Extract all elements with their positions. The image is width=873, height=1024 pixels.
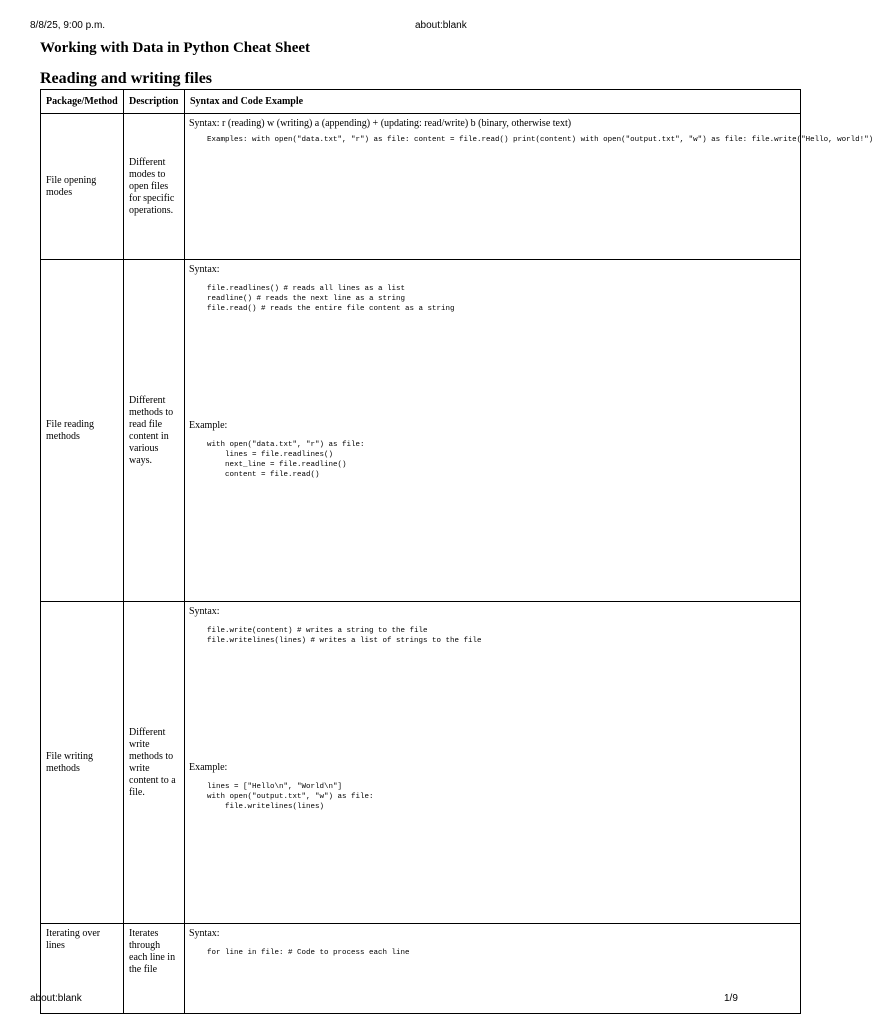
description-cell: Different modes to open files for specific operations.	[124, 114, 185, 260]
method-cell: File opening modes	[41, 114, 124, 260]
table-row	[41, 114, 801, 260]
method-cell: Iterating over lines	[41, 924, 124, 1014]
print-header-datetime: 8/8/25, 9:00 p.m.	[30, 20, 106, 31]
section-heading: Reading and writing files	[40, 70, 213, 87]
code-block: file.write(content) # writes a string to the file file.writelines(lines) # writes a list of strings to the file	[207, 627, 482, 645]
cheat-sheet-table-viewport	[40, 89, 873, 988]
description-cell: Different methods to read file content in various ways.	[124, 260, 185, 602]
code-block: with open("data.txt", "r") as file: lines = file.readlines() next_line = file.readline() content = file.read()	[207, 441, 365, 479]
syntax-cell	[185, 260, 801, 602]
table-row	[41, 924, 801, 1014]
syntax-label: Syntax: r (reading) w (writing) a (appending) + (updating: read/write) b (binary, otherwise text)	[189, 118, 572, 129]
code-block: Examples: with open("data.txt", "r") as file: content = file.read() print(content) with open("output.txt", "w") as file: file.write("Hello, world!")	[189, 136, 873, 144]
description-cell: Iterates through each line in the file	[124, 924, 185, 1014]
example-label: Example:	[189, 420, 228, 431]
syntax-label: Syntax:	[189, 928, 220, 939]
column-header-syntax: Syntax and Code Example	[185, 90, 801, 114]
syntax-cell	[185, 114, 873, 260]
column-header-description: Description	[124, 90, 185, 114]
page-title: Working with Data in Python Cheat Sheet	[40, 40, 311, 56]
table-row	[41, 602, 801, 924]
syntax-cell	[185, 602, 801, 924]
table-row	[41, 260, 801, 602]
method-cell: File reading methods	[41, 260, 124, 602]
column-header-package-method: Package/Method	[41, 90, 124, 114]
print-footer-url: about:blank	[30, 993, 82, 1004]
table-header-row	[41, 90, 801, 114]
description-cell: Different write methods to write content to a file.	[124, 602, 185, 924]
code-block: file.readlines() # reads all lines as a list readline() # reads the next line as a string file.read() # reads the entire file content as a string	[207, 285, 455, 313]
code-block: lines = ["Hello\n", "World\n"] with open("output.txt", "w") as file: file.writelines(lines)	[207, 783, 374, 811]
syntax-label: Syntax:	[189, 264, 220, 275]
print-footer-page-number: 1/9	[724, 993, 738, 1004]
example-label: Example:	[189, 762, 228, 773]
syntax-cell	[185, 924, 801, 1014]
code-block: for line in file: # Code to process each line	[189, 949, 410, 957]
cheat-sheet-table	[40, 89, 873, 1014]
syntax-label: Syntax:	[189, 606, 220, 617]
method-cell: File writing methods	[41, 602, 124, 924]
print-header-url: about:blank	[415, 20, 467, 31]
